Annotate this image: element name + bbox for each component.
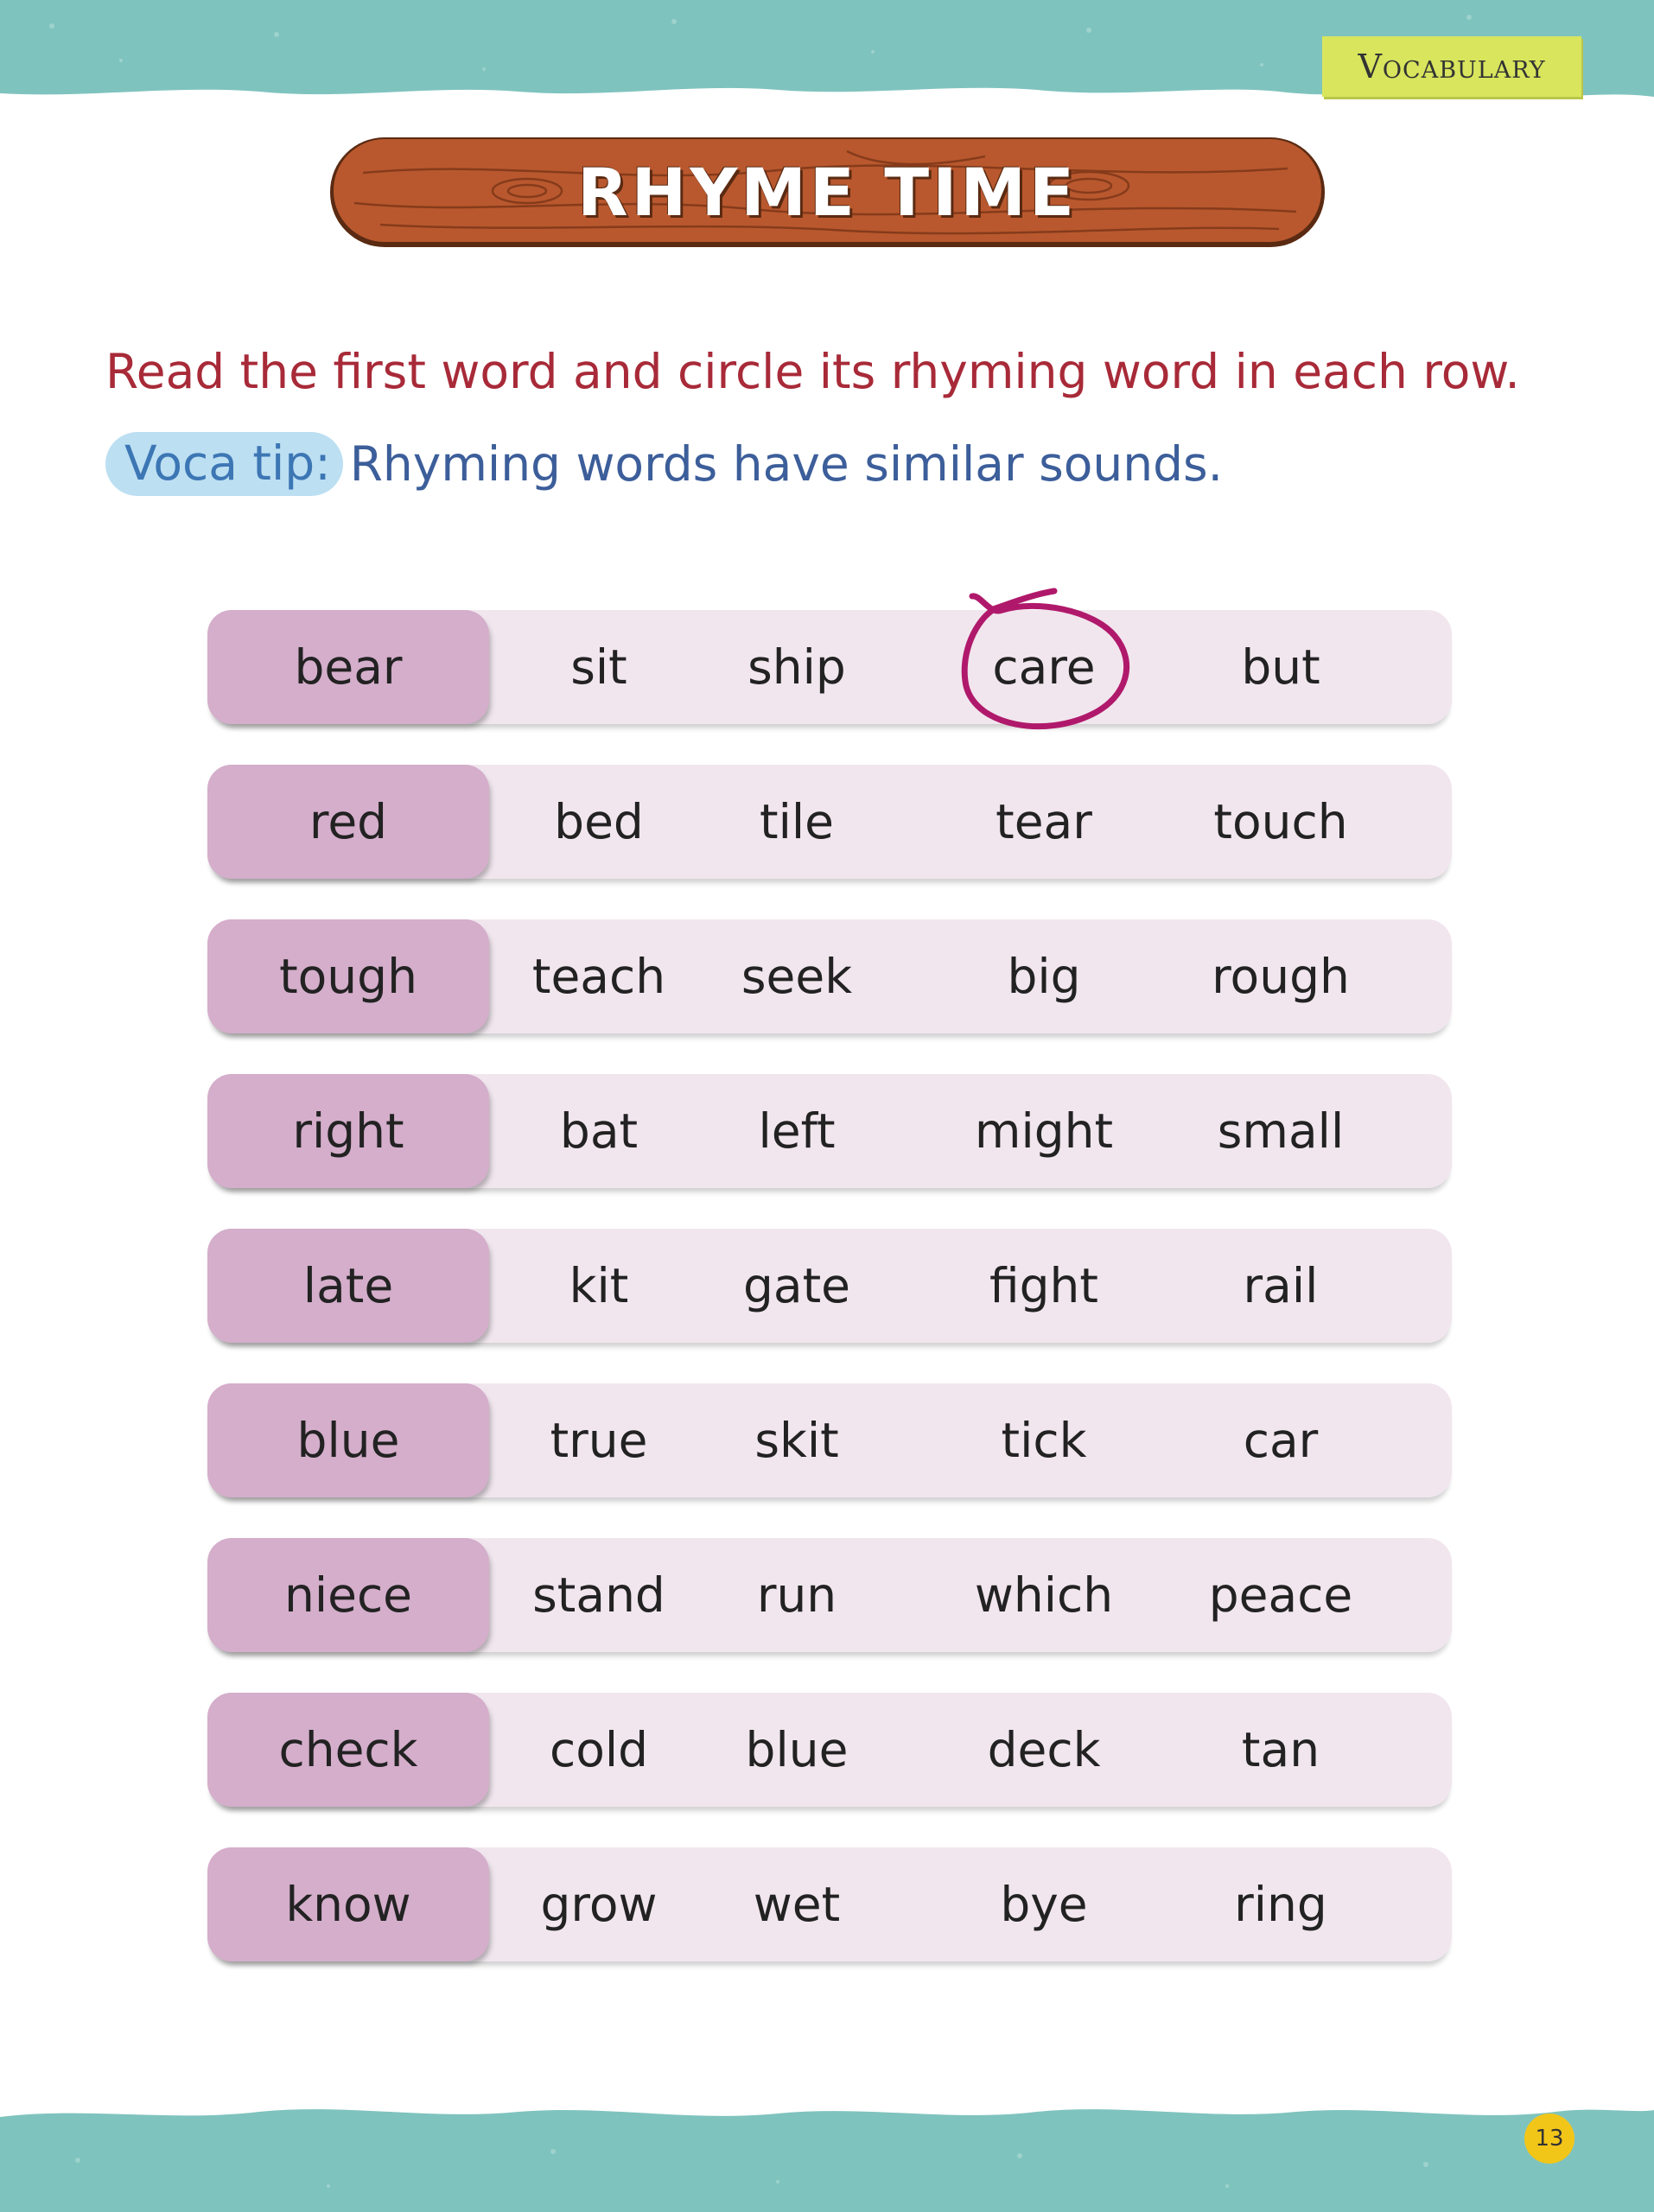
option-word[interactable]: ring <box>1234 1877 1327 1932</box>
option-word[interactable]: rough <box>1212 949 1350 1004</box>
rhyme-row <box>207 1847 1452 1961</box>
target-word: bear <box>207 610 489 724</box>
target-word: know <box>207 1847 489 1961</box>
option-word[interactable]: true <box>550 1413 648 1468</box>
option-word[interactable]: fight <box>989 1258 1098 1313</box>
tip-text: Rhyming words have similar sounds. <box>349 436 1224 492</box>
title-plank <box>328 134 1326 251</box>
option-word[interactable]: grow <box>540 1877 658 1932</box>
rhyme-row <box>207 610 1452 724</box>
rhyme-row <box>207 1229 1452 1343</box>
option-word[interactable]: teach <box>531 949 666 1004</box>
option-word[interactable]: rail <box>1243 1258 1319 1313</box>
option-word[interactable]: left <box>758 1103 836 1159</box>
instruction-text: Read the first word and circle its rhyming word in each row. <box>105 344 1520 399</box>
rhyme-row <box>207 1383 1452 1497</box>
option-word[interactable]: touch <box>1213 794 1348 849</box>
option-word[interactable]: tick <box>1001 1413 1087 1468</box>
option-word[interactable]: wet <box>753 1877 841 1932</box>
option-word[interactable]: tan <box>1241 1722 1320 1777</box>
option-word[interactable]: run <box>756 1567 837 1623</box>
vocabulary-tag: Vocabulary <box>1322 36 1581 97</box>
option-word[interactable]: blue <box>745 1722 849 1777</box>
option-word[interactable]: stand <box>532 1567 665 1623</box>
option-word[interactable]: tile <box>760 794 834 849</box>
option-word[interactable]: kit <box>569 1258 629 1313</box>
rhyme-rows <box>207 610 1452 2002</box>
option-word[interactable]: might <box>974 1103 1114 1159</box>
option-word[interactable]: skit <box>754 1413 839 1468</box>
option-word[interactable]: sit <box>570 639 627 695</box>
target-word: red <box>207 765 489 879</box>
rhyme-row <box>207 919 1452 1033</box>
rhyme-row <box>207 1693 1452 1807</box>
bottom-decorative-band <box>0 2100 1654 2212</box>
option-word[interactable]: peace <box>1208 1567 1353 1623</box>
rhyme-row <box>207 1074 1452 1188</box>
page-number: 13 <box>1524 2113 1574 2164</box>
option-word[interactable]: bat <box>559 1103 639 1159</box>
tip-label: Voca tip: <box>105 432 343 496</box>
option-word[interactable]: car <box>1243 1413 1319 1468</box>
option-word[interactable]: gate <box>742 1258 851 1313</box>
page-title: RHYME TIME <box>577 154 1078 231</box>
target-word: tough <box>207 919 489 1033</box>
option-word[interactable]: seek <box>741 949 853 1004</box>
option-word[interactable]: small <box>1217 1103 1345 1159</box>
option-word[interactable]: which <box>974 1567 1114 1623</box>
rhyme-row <box>207 765 1452 879</box>
option-word[interactable]: ship <box>747 639 846 695</box>
target-word: late <box>207 1229 489 1343</box>
option-word[interactable]: cold <box>549 1722 649 1777</box>
target-word: right <box>207 1074 489 1188</box>
option-word[interactable]: deck <box>987 1722 1101 1777</box>
target-word: check <box>207 1693 489 1807</box>
rhyme-row <box>207 1538 1452 1652</box>
option-word[interactable]: care <box>992 639 1096 695</box>
option-word[interactable]: bed <box>554 794 644 849</box>
option-word[interactable]: bye <box>1000 1877 1088 1932</box>
option-word[interactable]: but <box>1241 639 1320 695</box>
voca-tip <box>105 432 1574 496</box>
target-word: blue <box>207 1383 489 1497</box>
target-word: niece <box>207 1538 489 1652</box>
option-word[interactable]: tear <box>996 794 1092 849</box>
option-word[interactable]: big <box>1007 949 1081 1004</box>
